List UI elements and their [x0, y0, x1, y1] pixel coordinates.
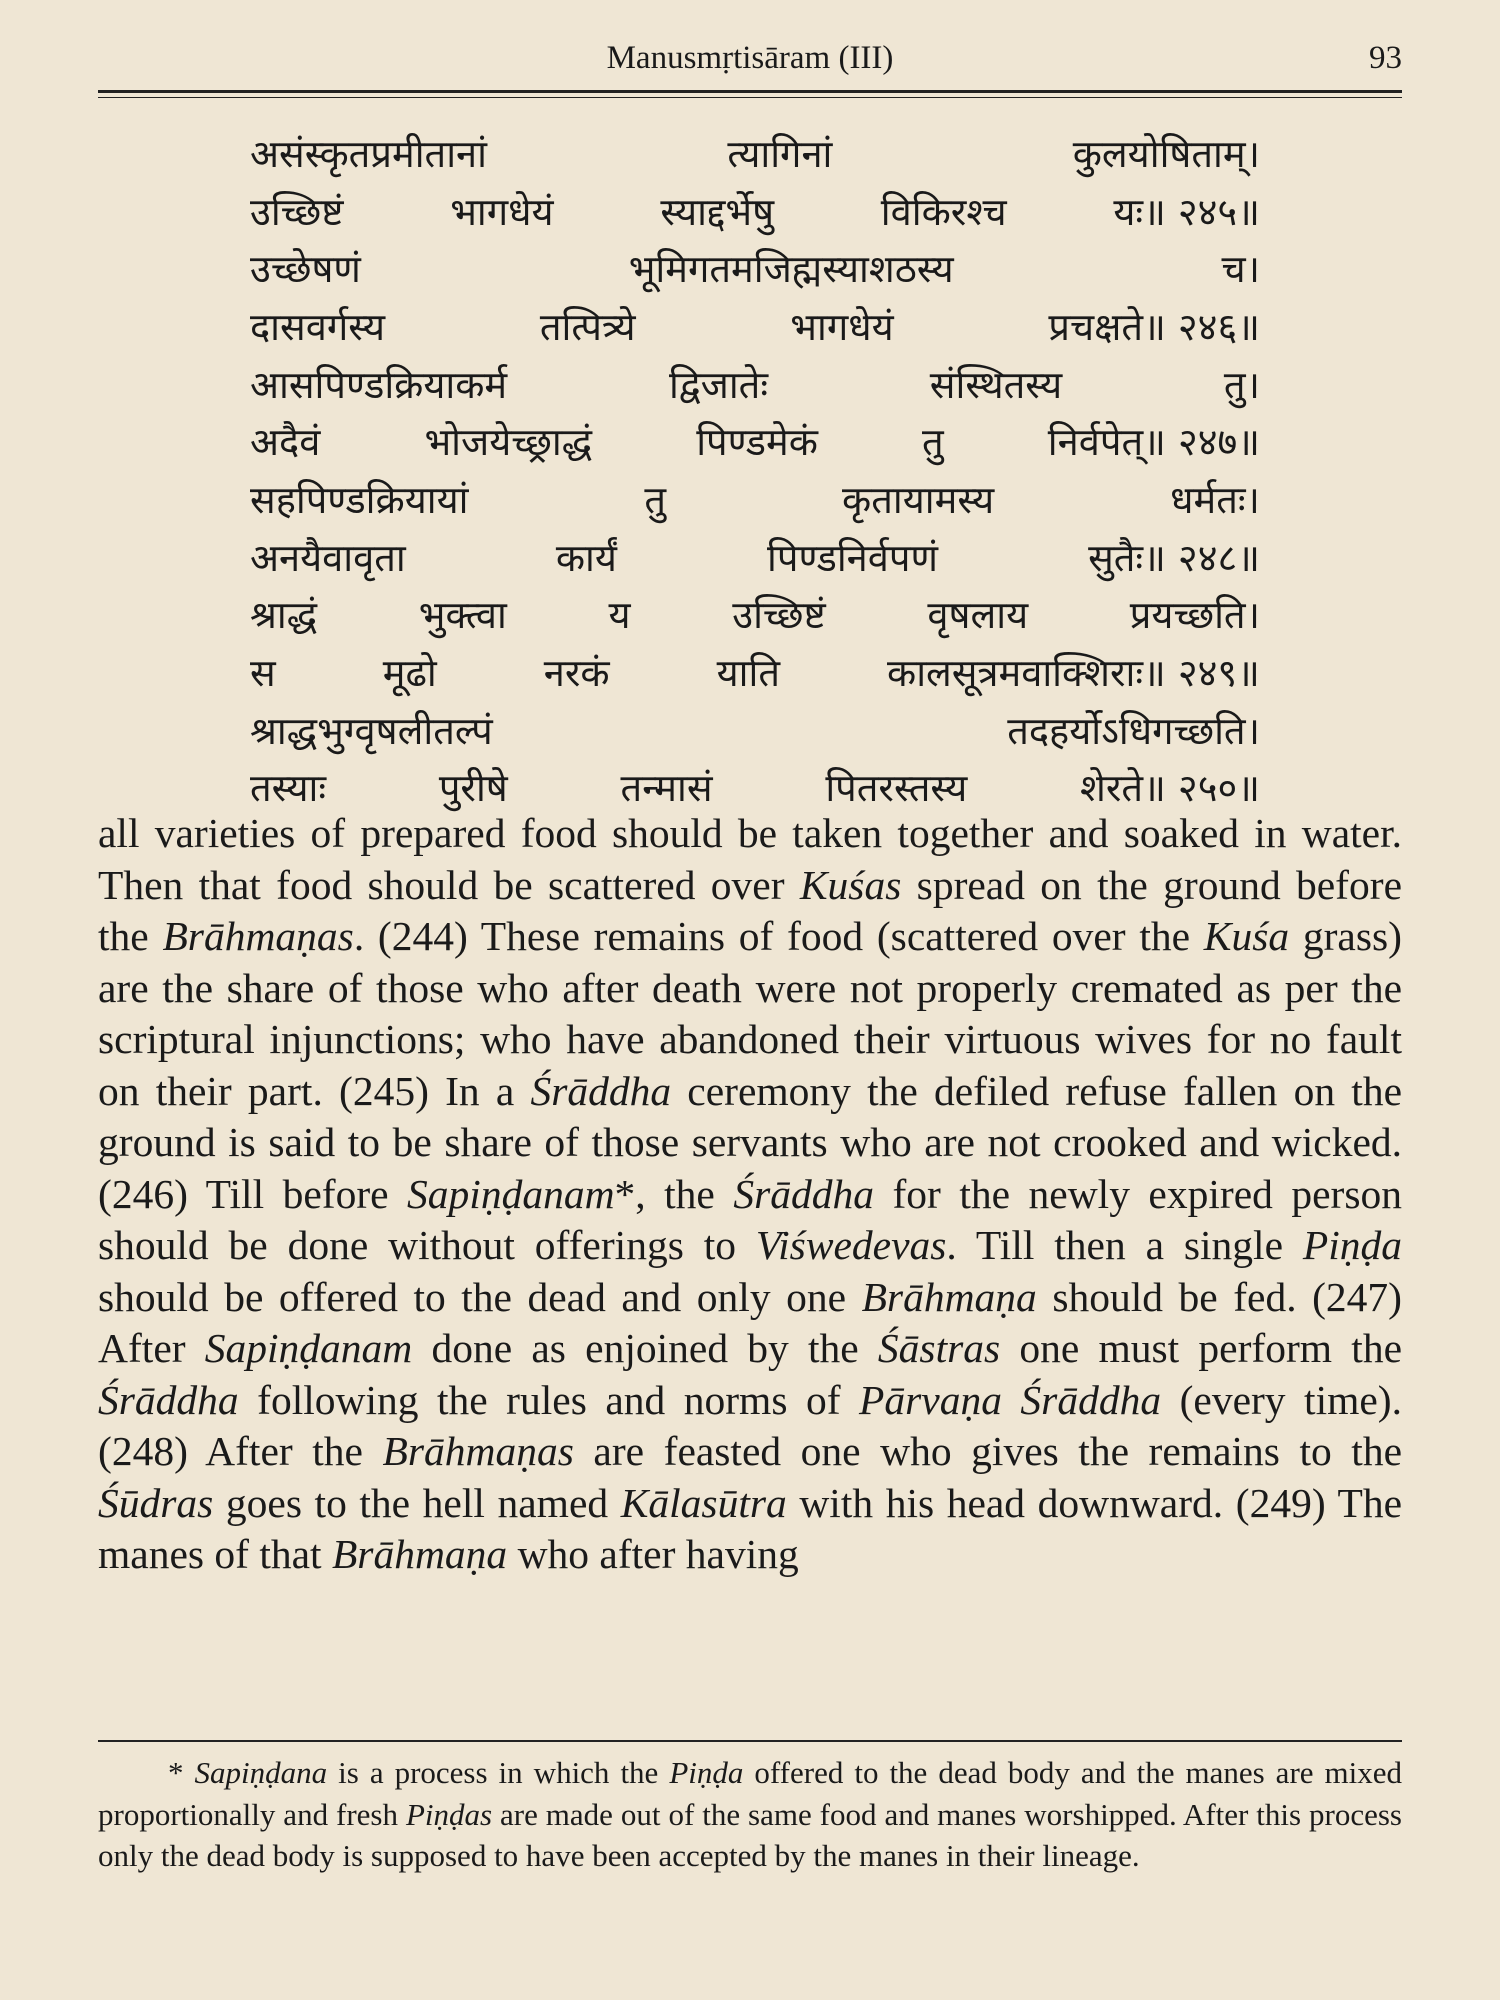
verse-line: [250, 239, 1260, 297]
text-run: for the newly expired person should be done without offerings to: [98, 1170, 1402, 1268]
sanskrit-verses: [250, 124, 1260, 816]
verse-word: भुक्त्वा: [418, 593, 507, 638]
verse-word: श्राद्धं: [250, 593, 318, 638]
header-rule-thick: [98, 90, 1402, 93]
verse-word: भागधेयं: [450, 189, 554, 234]
italic-term: Pārvaṇa Śrāddha: [859, 1376, 1162, 1423]
verse-line: [250, 701, 1260, 759]
verse-word: य: [608, 593, 631, 638]
verse-word: विकिरश्च: [880, 189, 1007, 234]
italic-term: Sapiṇḍanam: [407, 1170, 615, 1217]
text-run: goes to the hell named: [213, 1479, 621, 1526]
italic-term: Viśwedevas: [755, 1222, 947, 1268]
verse-word: भागधेयं: [790, 304, 894, 349]
text-run: done as enjoined by the: [412, 1325, 878, 1371]
italic-term: Kālasūtra: [620, 1479, 787, 1526]
verse-word: अदैवं: [250, 420, 321, 465]
text-run: *, the: [614, 1170, 734, 1217]
verse-word: कृतायामस्य: [842, 477, 995, 522]
verse-word: अनयैवावृता: [250, 535, 406, 580]
text-run: all varieties of prepared food should be taken together and soaked in water. Then that food should be scattered over: [98, 810, 1402, 908]
text-run: following the rules and norms of: [238, 1376, 860, 1423]
italic-term: Śūdras: [98, 1479, 214, 1526]
verse-word: याति: [716, 651, 780, 696]
italic-term: Sapiṇḍana: [194, 1755, 328, 1790]
verse-word: उच्छिष्टं: [732, 593, 826, 638]
verse-word: द्विजातेः: [668, 362, 769, 407]
verse-word: कुलयोषिताम्।: [1072, 131, 1260, 176]
footnote: [98, 1752, 1402, 1877]
verse-word: च।: [1221, 247, 1260, 292]
verse-word: नरकं: [543, 651, 610, 696]
italic-term: Brāhmaṇas: [162, 913, 354, 959]
verse-word: वृषलाय: [927, 593, 1029, 638]
italic-term: Piṇḍa: [669, 1755, 744, 1790]
verse-line: [250, 528, 1260, 586]
verse-word: भोजयेच्छ्राद्धं: [424, 420, 593, 465]
italic-term: Brāhmaṇa: [331, 1531, 508, 1577]
verse-word: यः॥ २४५॥: [1113, 189, 1260, 234]
verse-word: त्यागिनां: [727, 131, 833, 176]
italic-term: Brāhmaṇa: [861, 1273, 1037, 1320]
verse-word: पिण्डमेकं: [696, 420, 818, 465]
verse-word: तस्याः: [250, 766, 327, 811]
italic-term: Śrāddha: [98, 1376, 239, 1423]
verse-word: तु: [644, 477, 667, 522]
verse-word: दासवर्गस्य: [250, 304, 386, 349]
text-run: . (244) These remains of food (scattered over the: [353, 913, 1204, 959]
verse-word: पितरस्तस्य: [825, 766, 968, 811]
text-run: (every time). (248) After the: [98, 1376, 1402, 1474]
verse-word: स्याद्दर्भेषु: [660, 189, 775, 234]
text-run: who after having: [507, 1531, 799, 1577]
header-rule-thin: [98, 97, 1402, 98]
verse-word: प्रयच्छति।: [1129, 593, 1260, 638]
italic-term: Kuśas: [799, 861, 902, 908]
verse-line: [250, 297, 1260, 355]
text-run: are made out of the same food and manes worshipped. After this process only the dead body is supposed to have been accepted by the manes in their lineage.: [98, 1796, 1402, 1873]
footnote-paragraph: [98, 1752, 1402, 1877]
verse-word: निर्वपेत्॥ २४७॥: [1047, 420, 1260, 465]
translation-text: [98, 808, 1402, 1581]
verse-line: [250, 470, 1260, 528]
verse-word: कालसूत्रमवाक्शिराः॥ २४९॥: [887, 651, 1260, 696]
text-run: with his head downward. (249) The manes of that: [98, 1479, 1402, 1577]
italic-term: Śāstras: [877, 1325, 1001, 1371]
verse-word: सुतैः॥ २४८॥: [1088, 535, 1260, 580]
verse-line: [250, 643, 1260, 701]
text-run: is a process in which the: [327, 1755, 670, 1790]
verse-word: तु: [922, 420, 944, 465]
verse-word: मूढो: [382, 651, 437, 696]
italic-term: Brāhmaṇas: [382, 1428, 574, 1474]
verse-word: संस्थितस्य: [929, 362, 1063, 407]
italic-term: Śrāddha: [530, 1067, 672, 1114]
verse-word: भूमिगतमजिह्मस्याशठस्य: [628, 247, 954, 292]
verse-word: पुरीषे: [438, 766, 508, 811]
verse-line: [250, 586, 1260, 644]
text-run: . Till then a single: [946, 1222, 1303, 1268]
verse-word: उच्छेषणं: [250, 247, 361, 292]
text-run: *: [168, 1755, 195, 1790]
verse-word: तत्पित्र्ये: [539, 304, 636, 349]
verse-word: तु।: [1223, 362, 1260, 407]
text-run: should be fed. (247) After: [98, 1273, 1402, 1371]
verse-word: आसपिण्डक्रियाकर्म: [250, 362, 508, 407]
text-run: grass) are the share of those who after death were not properly cremated as per the scriptural injunctions; who have abandoned their virtuous wives for no fault on their part. (245) In a: [98, 913, 1402, 1114]
verse-word: पिण्डनिर्वपणं: [767, 535, 938, 580]
verse-word: सहपिण्डक्रियायां: [250, 477, 469, 522]
italic-term: Kuśa: [1203, 913, 1290, 959]
verse-word: कार्यं: [555, 535, 617, 580]
translation-paragraph: [98, 808, 1402, 1581]
footnote-rule: [98, 1740, 1402, 1742]
verse-word: श्राद्धभुग्वृषलीतल्पं: [250, 708, 493, 753]
text-run: are feasted one who gives the remains to the: [573, 1428, 1402, 1474]
italic-term: Piṇḍa: [1302, 1222, 1403, 1268]
text-run: offered to the dead body and the manes are mixed proportionally and fresh: [98, 1755, 1403, 1832]
verse-word: उच्छिष्टं: [250, 189, 344, 234]
text-run: one must perform the: [1000, 1325, 1403, 1371]
text-run: ceremony the defiled refuse fallen on the ground is said to be share of those servants who are not crooked and wicked. (246) Till before: [98, 1067, 1402, 1217]
italic-term: Śrāddha: [733, 1170, 874, 1217]
verse-line: [250, 182, 1260, 240]
verse-word: प्रचक्षते॥ २४६॥: [1048, 304, 1260, 349]
italic-term: Piṇḍas: [405, 1796, 493, 1832]
verse-line: [250, 124, 1260, 182]
text-run: should be offered to the dead and only one: [98, 1273, 862, 1320]
verse-line: [250, 412, 1260, 470]
page-number: 93: [1369, 40, 1402, 76]
verse-word: असंस्कृतप्रमीतानां: [250, 131, 487, 176]
verse-line: [250, 355, 1260, 413]
italic-term: Sapiṇḍanam: [204, 1325, 413, 1371]
text-run: spread on the ground before the: [98, 861, 1402, 959]
verse-word: स: [250, 651, 276, 696]
verse-word: धर्मतः।: [1170, 477, 1260, 522]
running-header: [98, 30, 1402, 92]
header-title: Manusmṛtisāram (III): [606, 40, 894, 76]
verse-word: शेरते॥ २५०॥: [1080, 766, 1260, 811]
verse-word: तन्मासं: [620, 766, 713, 811]
verse-word: तदहर्योऽधिगच्छति।: [1007, 708, 1260, 753]
